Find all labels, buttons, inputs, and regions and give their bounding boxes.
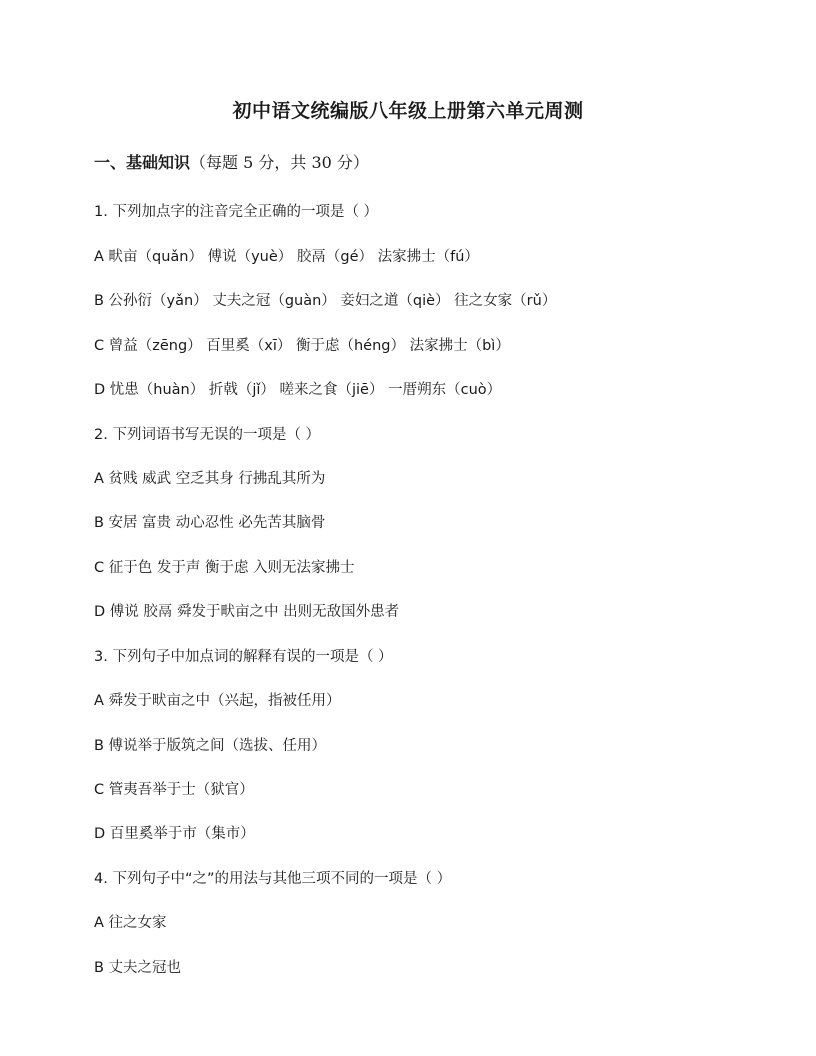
question-2-option-d: D 傅说 胶鬲 舜发于畎亩之中 出则无敌国外患者 [94, 604, 400, 620]
question-1-option-d: D 忧患（huàn） 折戟（jǐ） 嗟来之食（jiē） 一厝朔东（cuò） [94, 382, 502, 398]
question-2-option-b: B 安居 富贵 动心忍性 必先苦其脑骨 [94, 515, 326, 531]
question-4: 4. 下列句子中“之”的用法与其他三项不同的一项是（ ） [94, 871, 452, 887]
question-3: 3. 下列句子中加点词的解释有误的一项是（ ） [94, 649, 393, 665]
question-3-option-b: B 傅说举于版筑之间（选拔、任用） [94, 738, 327, 754]
question-2: 2. 下列词语书写无误的一项是（ ） [94, 427, 321, 443]
question-2-option-c: C 征于色 发于声 衡于虑 入则无法家拂士 [94, 560, 355, 576]
question-4-option-b: B 丈夫之冠也 [94, 960, 182, 976]
question-3-option-c: C 管夷吾举于士（狱官） [94, 782, 254, 798]
section-heading-note: （每题 5 分，共 30 分） [190, 153, 369, 172]
question-4-option-a: A 往之女家 [94, 915, 167, 931]
question-1-option-a: A 畎亩（quǎn） 傅说（yuè） 胶鬲（gé） 法家拂士（fú） [94, 249, 479, 265]
question-1-option-c: C 曾益（zēng） 百里奚（xī） 衡于虑（héng） 法家拂士（bì） [94, 338, 510, 354]
question-3-option-a: A 舜发于畎亩之中（兴起，指被任用） [94, 693, 341, 709]
question-2-option-a: A 贫贱 威武 空乏其身 行拂乱其所为 [94, 471, 326, 487]
question-3-option-d: D 百里奚举于市（集市） [94, 826, 255, 842]
question-1: 1. 下列加点字的注音完全正确的一项是（ ） [94, 204, 379, 220]
question-1-option-b: B 公孙衍（yǎn） 丈夫之冠（guàn） 妾妇之道（qiè） 往之女家（rǔ） [94, 293, 557, 309]
section-heading-label: 一、基础知识 [94, 153, 191, 172]
section-heading [94, 150, 369, 173]
page-title: 初中语文统编版八年级上册第六单元周测 [232, 100, 584, 122]
